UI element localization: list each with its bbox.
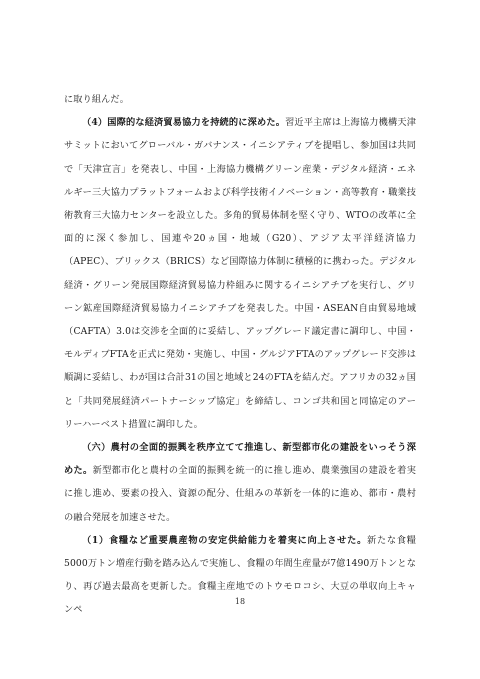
paragraph-body: 新たな食糧5000万トン増産行動を踏み込んで実施し、食糧の年間生産量が7億1490万トンとなり、再び過去最高を更新した。食糧主産地でのトウモロコシ、大豆の単収向上キャンペ (64, 534, 417, 616)
paragraph-body: 習近平主席は上海協力機構天津サミットにおいてグローバル・ガバナンス・イニシアティブを提唱し、参加国は共同で「天津宣言」を発表し、中国・上海協力機構グリーン産業・デジタル経済・エネルギー三大協力プラットフォームおよび科学技術イノベーション・高等教育・職業技術教育三大協力センターを設立した。多角的貿易体制を堅く守り、WTOの改革に全面的に深く参加し、国連や20ヵ国・地域（G20）、アジア太平洋経済協力（APEC）、ブリックス（BRICS）など国際協力体制に積極的に携わった。デジタル経済・グリーン発展国際経済貿易協力枠組みに関するイニシアチブを実行し、グリーン鉱産国際経済貿易協力イニシアチブを発表した。中国・ASEAN自由貿易地域（CAFTA）3.0は交渉を全面的に妥結し、アップグレード議定書に調印し、中国・モルディブFTAを正式に発効・実施し、中国・グルジアFTAのアップグレード交渉は順調に妥結し、わが国は合計31の国と地域と24のFTAを結んだ。アフリカの32ヵ国と「共同発展経済パートナーシップ協定」を締結し、コンゴ共和国と同協定のアーリーハーベスト措置に調印した。 (64, 117, 416, 430)
page-number: 18 (234, 597, 246, 606)
body-text (64, 88, 416, 622)
paragraph-rural-revitalization (64, 436, 416, 529)
paragraph-continuation (64, 88, 416, 111)
paragraph-heading: （4）国際的な経済貿易協力を持続的に深めた。 (82, 117, 286, 129)
section-heading: （六）農村の全面的振興を秩序立てて推進し、新型都市化の建設をいっそう深めた。 (64, 442, 416, 477)
paragraph-body: に取り組んだ。 (64, 94, 130, 105)
paragraph-body: 新型都市化と農村の全面的振興を統一的に推し進め、農業強国の建設を着実に推し進め、要素の投入、資源の配分、仕組みの革新を一体的に進め、都市・農村の融合発展を加速させた。 (64, 465, 416, 523)
paragraph-heading: （1）食糧など重要農産物の安定供給能力を着実に向上させた。 (82, 534, 368, 546)
paragraph-food-supply (64, 529, 416, 622)
paragraph-trade-cooperation (64, 111, 416, 436)
